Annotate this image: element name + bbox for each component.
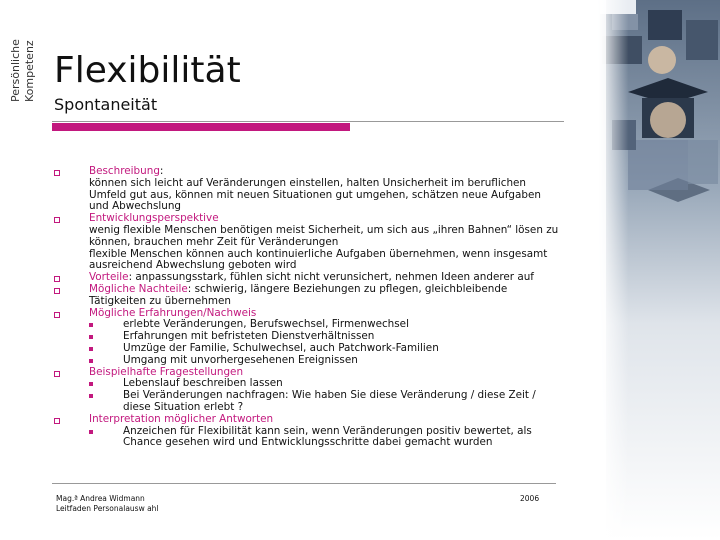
item-heading: Beispielhafte Fragestellungen	[89, 365, 244, 378]
side-label-line-2: Kompetenz	[23, 40, 36, 102]
sub-item	[89, 390, 594, 414]
item-line: flexible Menschen können auch kontinuierliche Aufgaben übernehmen, wenn insgesamt	[89, 247, 548, 260]
square-bullet-icon	[54, 418, 60, 424]
slide-subtitle: Spontaneität	[54, 95, 158, 114]
item-line: Tätigkeiten zu übernehmen	[89, 294, 232, 307]
filled-square-bullet-icon	[89, 335, 93, 339]
square-bullet-icon	[54, 217, 60, 223]
list-item	[54, 414, 594, 449]
graduation-photo-icon	[598, 0, 720, 540]
sub-item	[89, 426, 594, 450]
square-bullet-icon	[54, 288, 60, 294]
graduation-photo-strip	[598, 0, 720, 540]
accent-bar	[52, 123, 350, 131]
sub-item-text: Lebenslauf beschreiben lassen	[123, 377, 283, 390]
list-item	[54, 367, 594, 414]
footer-author: Mag.ª Andrea Widmann	[56, 494, 145, 503]
sub-item-text: Chance gesehen wird und Entwicklungsschritte dabei gemacht wurden	[123, 436, 493, 449]
filled-square-bullet-icon	[89, 382, 93, 386]
square-bullet-icon	[54, 170, 60, 176]
sub-item-text: Anzeichen für Flexibilität kann sein, wenn Veränderungen positiv bewertet, als	[123, 424, 532, 437]
square-bullet-icon	[54, 276, 60, 282]
item-heading: Mögliche Nachteile	[89, 282, 188, 295]
item-line: können sich leicht auf Veränderungen einstellen, halten Unsicherheit im beruflichen	[89, 176, 527, 189]
square-bullet-icon	[54, 371, 60, 377]
sub-item-text: Umgang mit unvorhergesehenen Ereignissen	[123, 353, 358, 366]
item-line: können, brauchen mehr Zeit für Veränderungen	[89, 235, 339, 248]
side-label-line-1: Persönliche	[9, 39, 22, 102]
filled-square-bullet-icon	[89, 347, 93, 351]
item-heading: Vorteile	[89, 271, 129, 284]
sub-item-text: Umzüge der Familie, Schulwechsel, auch Patchwork-Familien	[123, 341, 439, 354]
item-suffix: : schwierig, längere Beziehungen zu pflegen, gleichbleibende	[187, 282, 508, 295]
sub-item-text: Erfahrungen mit befristeten Dienstverhältnissen	[123, 330, 375, 343]
item-heading: Mögliche Erfahrungen/Nachweis	[89, 306, 257, 319]
item-heading: Entwicklungsperspektive	[89, 212, 219, 225]
slide-title: Flexibilität	[54, 50, 241, 91]
list-item	[54, 308, 594, 367]
list-item	[54, 284, 594, 308]
item-heading: Beschreibung	[89, 165, 160, 177]
footer-year: 2006	[520, 494, 540, 503]
item-line: ausreichend Abwechslung geboten wird	[89, 259, 297, 272]
item-heading: Interpretation möglicher Antworten	[89, 412, 274, 425]
list-item	[54, 213, 594, 272]
sub-item-text: erlebte Veränderungen, Berufswechsel, Firmenwechsel	[123, 318, 409, 331]
footer-guide: Leitfaden Personalausw ahl	[56, 504, 159, 513]
title-divider	[52, 121, 564, 122]
content-list	[54, 166, 594, 449]
item-line: wenig flexible Menschen benötigen meist Sicherheit, um sich aus „ihren Bahnen“ lösen zu	[89, 223, 559, 236]
filled-square-bullet-icon	[89, 394, 93, 398]
list-item	[54, 166, 594, 213]
sub-item-text: Bei Veränderungen nachfragen: Wie haben Sie diese Veränderung / diese Zeit /	[123, 389, 536, 402]
square-bullet-icon	[54, 312, 60, 318]
item-suffix: : anpassungsstark, fühlen sicht nicht verunsichert, nehmen Ideen anderer auf	[128, 271, 534, 284]
sub-item-text: diese Situation erlebt ?	[123, 400, 244, 413]
filled-square-bullet-icon	[89, 323, 93, 327]
item-suffix: :	[159, 165, 164, 177]
item-line: Umfeld gut aus, können mit neuen Situationen gut umgehen, schätzen neue Aufgaben	[89, 188, 541, 201]
footer-divider	[52, 483, 556, 484]
filled-square-bullet-icon	[89, 430, 93, 434]
footer-credits	[56, 494, 159, 514]
side-label	[10, 12, 44, 102]
item-line: und Abwechslung	[89, 200, 182, 213]
filled-square-bullet-icon	[89, 359, 93, 363]
